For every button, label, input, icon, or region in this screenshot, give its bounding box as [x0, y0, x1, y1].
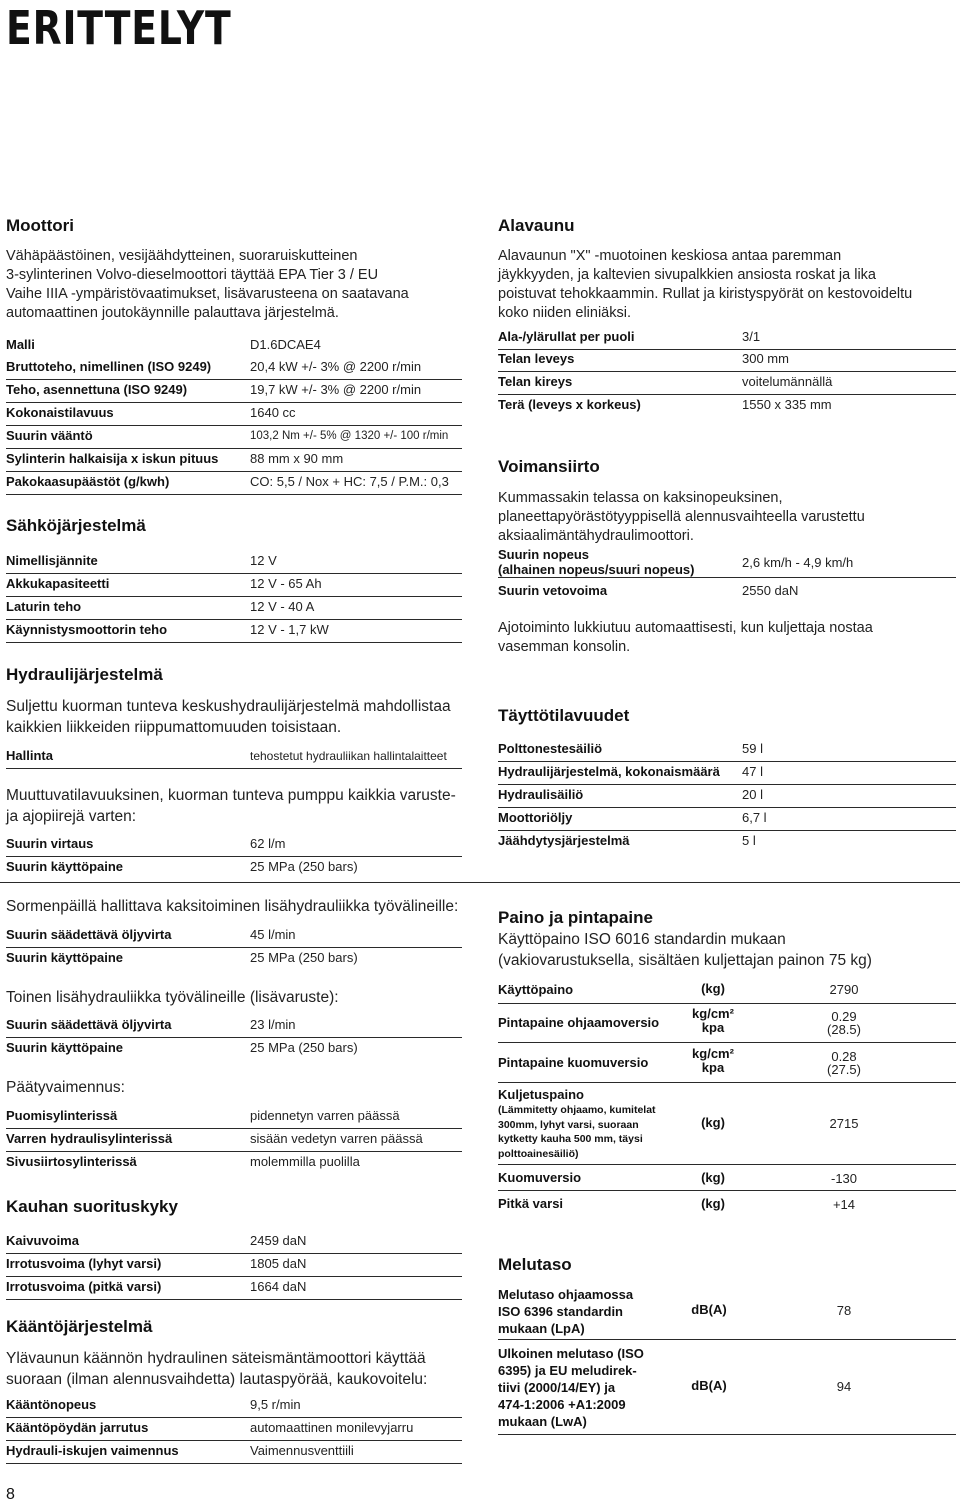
- hydraulic-total-row: Hydraulijärjestelmä, kokonaismäärä 47 l: [498, 764, 956, 785]
- engine-gross-power-row: Bruttoteho, nimellinen (ISO 9249) 20,4 kW +/- 3% @ 2200 r/min: [6, 359, 462, 380]
- engine-model-row: Malli D1.6DCAE4: [6, 337, 321, 352]
- bucket-breakout-long-row: Irrotusvoima (pitkä varsi) 1664 daN: [6, 1279, 462, 1300]
- weight-heading: Paino ja pintapaine: [498, 908, 653, 927]
- page-title: ERITTELYT: [6, 1, 232, 55]
- damping-arm-row: Varren hydraulisylinterissä sisään vedetyn varren päässä: [6, 1131, 462, 1152]
- bucket-heading: Kauhan suorituskyky: [6, 1197, 178, 1216]
- engine-torque-row: Suurin vääntö 103,2 Nm +/- 5% @ 1320 +/- 100 r/min: [6, 428, 462, 449]
- bucket-breakout-short-row: Irrotusvoima (lyhyt varsi) 1805 daN: [6, 1256, 462, 1277]
- aux1-flow-row: Suurin säädettävä öljyvirta 45 l/min: [6, 927, 462, 948]
- cooling-system-row: Jäähdytysjärjestelmä 5 l: [498, 833, 756, 848]
- aux1-text: Sormenpäillä hallittava kaksitoiminen lisähydrauliikka työvälineille:: [6, 898, 459, 915]
- track-tension-row: Telan kireys voitelumännällä: [498, 374, 956, 395]
- transmission-heading: Voimansiirto: [498, 457, 600, 476]
- aux2-pressure-row: Suurin käyttöpaine 25 MPa (250 bars): [6, 1040, 358, 1055]
- hydraulic-tank-row: Hydraulisäiliö 20 l: [498, 787, 956, 808]
- long-arm-row: Pitkä varsi (kg) +14: [498, 1196, 856, 1212]
- slew-intro: Ylävaunun käännön hydraulinen säteismäntämoottori käyttää suoraan (ilman alennusvaihdetta) lautaspyörää, kaukovoitelu:: [6, 1350, 428, 1388]
- hydraulic-control-row: Hallinta tehostetut hydrauliikan hallintalaitteet: [6, 748, 462, 769]
- track-width-row: Telan leveys 300 mm: [498, 351, 956, 372]
- blade-size-row: Terä (leveys x korkeus) 1550 x 335 mm: [498, 397, 832, 412]
- engine-emissions-row: Pakokaasupäästöt (g/kwh) CO: 5,5 / Nox + HC: 7,5 / P.M.: 0,3: [6, 474, 462, 495]
- undercarriage-intro: Alavaunun "X" -muotoinen keskiosa antaa paremman jäykkyyden, ja kaltevien sivupalkkien ansiosta roskat ja lika poistuvat tehokkaammin. Rullat ja kiristyspyörät on kestovoideltu koko niiden eliniäksi.: [498, 248, 913, 321]
- canopy-version-row: Kuomuversio (kg) -130: [498, 1170, 956, 1191]
- transmission-outro: Ajotoiminto lukkiutuu automaattisesti, kun kuljettaja nostaa vasemman konsolin.: [498, 620, 873, 655]
- hydraulic-heading: Hydraulijärjestelmä: [6, 665, 163, 684]
- slew-brake-row: Kääntöpöydän jarrutus automaattinen monilevyjarru: [6, 1420, 462, 1441]
- electrical-alternator-row: Laturin teho 12 V - 40 A: [6, 599, 462, 620]
- engine-heading: Moottori: [6, 216, 74, 235]
- damping-text: Päätyvaimennus:: [6, 1079, 125, 1096]
- slew-speed-row: Kääntönopeus 9,5 r/min: [6, 1397, 462, 1418]
- electrical-starter-row: Käynnistysmoottorin teho 12 V - 1,7 kW: [6, 622, 462, 643]
- electrical-battery-row: Akkukapasiteetti 12 V - 65 Ah: [6, 576, 462, 597]
- rollers-row: Ala-/ylärullat per puoli 3/1: [498, 329, 956, 350]
- pump-max-flow-row: Suurin virtaus 62 l/m: [6, 836, 462, 857]
- aux1-pressure-row: Suurin käyttöpaine 25 MPa (250 bars): [6, 950, 358, 965]
- engine-oil-row: Moottoriöljy 6,7 l: [498, 810, 956, 831]
- ground-pressure-cab-row: Pintapaine ohjaamoversio kg/cm² kpa 0.29 (28.5): [498, 1006, 956, 1043]
- max-speed-row: Suurin nopeus (alhainen nopeus/suuri nopeus) 2,6 km/h - 4,9 km/h: [498, 547, 956, 578]
- hydraulic-pump-text: Muuttuvatilavuuksinen, kuorman tunteva pumppu kaikkia varuste- ja ajopiirejä varten:: [6, 787, 456, 825]
- noise-cab-row: Melutaso ohjaamossa ISO 6396 standardin mukaan (LpA) dB(A) 78: [498, 1285, 956, 1340]
- transmission-intro: Kummassakin telassa on kaksinopeuksinen, planeettapyörästötyyppisellä alennusvaihteella varustettu aksiaalimäntähydraulimoottori.: [498, 490, 865, 544]
- bucket-digging-force-row: Kaivuvoima 2459 daN: [6, 1233, 462, 1254]
- electrical-heading: Sähköjärjestelmä: [6, 516, 146, 535]
- weight-intro: Käyttöpaino ISO 6016 standardin mukaan (vakiovarustuksella, sisältäen kuljettajan painon 75 kg): [498, 931, 872, 969]
- hydraulic-intro: Suljettu kuorman tunteva keskushydraulijärjestelmä mahdollistaa kaikkien liikkeiden riippumattomuuden toisistaan.: [6, 698, 451, 736]
- engine-intro: Vähäpäästöinen, vesijäähdytteinen, suoraruiskutteinen 3-sylinterinen Volvo-dieselmoottori täyttää EPA Tier 3 / EU Vaihe IIIA -ympäristövaatimukset, lisävarusteena on saatavana automaattinen joutokäynnille palauttava järjestelmä.: [6, 248, 409, 321]
- fuel-tank-row: Polttonestesäiliö 59 l: [498, 741, 956, 762]
- slew-heading: Kääntöjärjestelmä: [6, 1317, 153, 1336]
- section-divider: [0, 882, 960, 883]
- engine-displacement-row: Kokonaistilavuus 1640 cc: [6, 405, 462, 426]
- max-traction-row: Suurin vetovoima 2550 daN: [498, 583, 799, 598]
- noise-external-row: Ulkoinen melutaso (ISO 6395) ja EU meludirek- tiivi (2000/14/EY) ja 474-1:2006 +A1:2009 mukaan (LwA) dB(A) 94: [498, 1344, 956, 1435]
- noise-heading: Melutaso: [498, 1255, 572, 1274]
- undercarriage-heading: Alavaunu: [498, 216, 575, 235]
- aux2-text: Toinen lisähydrauliikka työvälineille (lisävaruste):: [6, 989, 339, 1006]
- capacities-heading: Täyttötilavuudet: [498, 706, 630, 725]
- aux2-flow-row: Suurin säädettävä öljyvirta 23 l/min: [6, 1017, 462, 1038]
- engine-bore-stroke-row: Sylinterin halkaisija x iskun pituus 88 mm x 90 mm: [6, 451, 462, 472]
- slew-damping-row: Hydrauli-iskujen vaimennus Vaimennusventtiili: [6, 1443, 462, 1464]
- damping-offset-row: Sivusiirtosylinterissä molemmilla puolilla: [6, 1154, 360, 1169]
- ground-pressure-canopy-row: Pintapaine kuomuversio kg/cm² kpa 0.28 (27.5): [498, 1046, 956, 1083]
- engine-installed-power-row: Teho, asennettuna (ISO 9249) 19,7 kW +/- 3% @ 2200 r/min: [6, 382, 462, 403]
- damping-boom-row: Puomisylinterissä pidennetyn varren päässä: [6, 1108, 462, 1129]
- page-number: 8: [6, 1486, 15, 1503]
- operating-weight-row: Käyttöpaino (kg) 2790: [498, 981, 956, 1004]
- electrical-voltage-row: Nimellisjännite 12 V: [6, 553, 462, 574]
- transport-weight-row: Kuljetuspaino (Lämmitetty ohjaamo, kumitelat 300mm, lyhyt varsi, suoraan kytketty kauha 500 mm, täysi polttoainesäiliö) (kg) 2715: [498, 1086, 956, 1165]
- pump-max-pressure-row: Suurin käyttöpaine 25 MPa (250 bars): [6, 859, 358, 874]
